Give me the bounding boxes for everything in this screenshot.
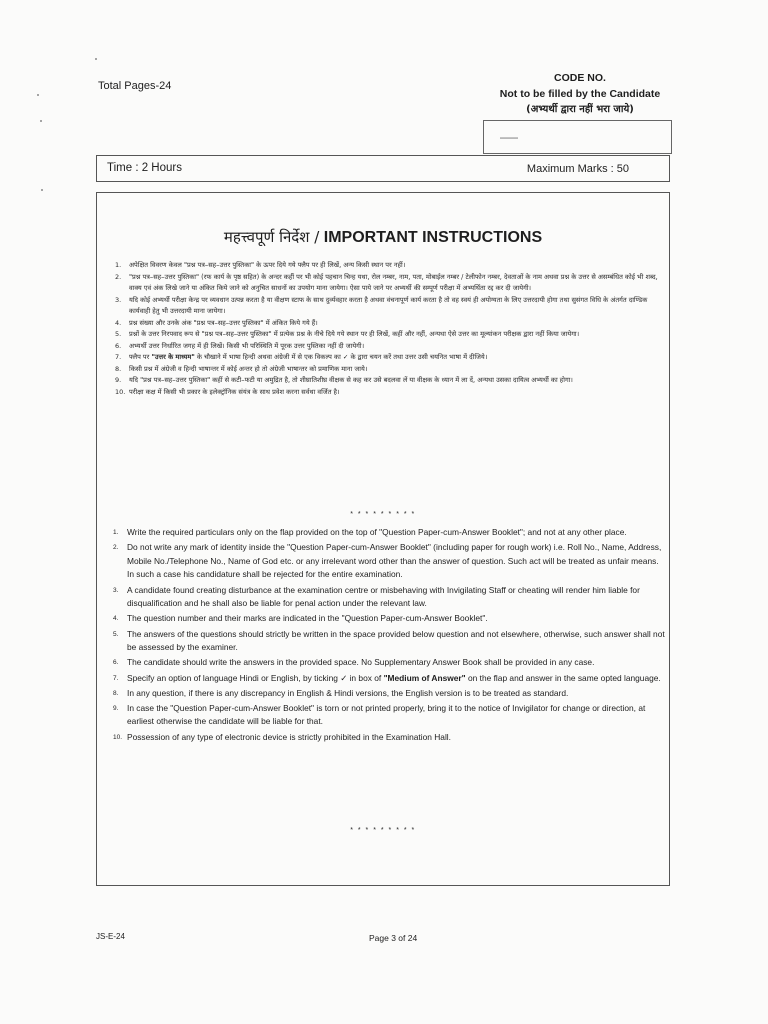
- total-pages: Total Pages-24: [98, 80, 172, 92]
- scan-speck: [40, 120, 42, 122]
- hindi-instruction-item: 3. यदि कोई अभ्यर्थी परीक्षा केन्द्र पर व्यवधान उत्पन्न करता है या वीक्षण स्टाफ के साथ दुर्व्यवहार करता है अथवा वंचनापूर्ण कार्य करता है तो वह स्वयं ही अयोग्यता के लिए उत्तरदायी होगा तथा सुसंगत विधि के अंतर्गत दाण्डिक कार्यवाही हेतु भी उत्तरदायी माना जायेगा।: [115, 295, 648, 315]
- english-instruction-item: 2. Do not write any mark of identity inside the "Question Paper-cum-Answer Booklet" (including paper for rough work) i.e. Roll No., Name, Address, Mobile No./Telephone No., Name of God etc. or any irrelevant word other than the answer of question. Such act will be treated as unfair means. In such a case his candidature shall be rejected for the entire examination.: [113, 542, 662, 580]
- english-instruction-item: 8. In any question, if there is any discrepancy in English & Hindi versions, the English version is to be treated as standard.: [113, 687, 569, 698]
- hindi-instruction-item: 7. फ्लैप पर "उत्तर के माध्यम" के चौखाने में भाषा हिन्दी अथवा अंग्रेजी में से एक विकल्प का ✓ के द्वारा चयन करें तथा उत्तर उसी चयनित भाषा में दीजिये।: [115, 353, 488, 361]
- english-instruction-item: 3. A candidate found creating disturbance at the examination centre or misbehaving with Invigilating Staff or cheating will render him liable for disqualification and he shall also be liable for penal action under the relevant law.: [113, 584, 640, 609]
- heading-hindi: महत्त्वपूर्ण निर्देश /: [223, 228, 320, 246]
- hindi-instruction-item: 4. प्रश्न संख्या और उनके अंक "प्रश्न पत्र–सह–उत्तर पुस्तिका" में अंकित किये गये हैं।: [115, 318, 318, 327]
- english-instruction-item: 9. In case the "Question Paper-cum-Answer Booklet" is torn or not printed properly, bring it to the notice of Invigilator for change or direction, at earliest otherwise the candidate will be liable for that.: [113, 702, 646, 727]
- hindi-instruction-item: 1. अपेक्षित विवरण केवल "प्रश्न पत्र–सह–उत्तर पुस्तिका" के ऊपर दिये गये फ्लैप पर ही लिखें, अन्य किसी स्थान पर नहीं।: [115, 261, 406, 269]
- instructions-box: [96, 192, 670, 886]
- instructions-heading: [97, 227, 669, 247]
- scan-speck: [95, 58, 97, 60]
- hindi-instruction-item: 2. "प्रश्न पत्र–सह–उत्तर पुस्तिका" (रफ कार्य के पृष्ठ सहित) के अन्दर कहीं पर भी कोई पहचान चिन्ह यथा, रोल नम्बर, नाम, पता, मोबाईल नम्बर / टेलीफोन नम्बर, देवताओं के नाम अथवा प्रश्न के उत्तर से असम्बंधित कोई भी शब्द, वाक्य एवं अंक लिखे जाने या अंकित किये जाने को अनुचित साधनों का उपयोग माना जायेगा। ऐसा पाये जाने पर अभ्यर्थी की सम्पूर्ण परीक्षा में अभ्यर्थिता रद्द कर दी जायेगी।: [115, 272, 658, 292]
- hindi-instruction-item: 5. प्रश्नों के उत्तर निरपवाद रूप से "प्रश्न पत्र–सह–उत्तर पुस्तिका" में प्रत्येक प्रश्न के नीचे दिये गये स्थान पर ही लिखें, कहीं और नहीं, अन्यथा ऐसे उत्तर का मूल्यांकन परीक्षक द्वारा नहीं किया जायेगा।: [115, 330, 580, 338]
- not-filled-label: Not to be filled by the Candidate: [499, 88, 661, 100]
- english-instructions-list: [113, 526, 666, 746]
- scan-speck: [41, 189, 43, 191]
- english-instruction-item: 7. Specify an option of language Hindi or English, by ticking ✓ in box of "Medium of Answer" on the flap and answer in the same opted language.: [113, 672, 661, 683]
- maximum-marks: Maximum Marks : 50: [526, 163, 629, 175]
- separator-stars-top: * * * * * * * * *: [350, 511, 416, 518]
- scan-speck: [37, 94, 39, 96]
- hindi-instruction-item: 6. अभ्यर्थी उत्तर निर्धारित जगह में ही लिखें। किसी भी परिस्थिति में पूरक उत्तर पुस्तिका नहीं दी जायेगी।: [115, 341, 365, 350]
- not-filled-hindi-label: (अभ्यर्थी द्वारा नहीं भरा जाये): [526, 104, 634, 115]
- english-instruction-item: 4. The question number and their marks are indicated in the "Question Paper-cum-Answer Booklet".: [113, 613, 488, 624]
- english-instruction-item: 6. The candidate should write the answers in the provided space. No Supplementary Answer Book shall be provided in any case.: [113, 657, 595, 668]
- footer-page-number: Page 3 of 24: [369, 933, 418, 943]
- hindi-instruction-item: 10. परीक्षा कक्ष में किसी भी प्रकार के इलेक्ट्रॉनिक संयंत्र के साथ प्रवेश करना सर्वथा वर्जित है।: [115, 387, 340, 396]
- hindi-instructions-list: [115, 260, 663, 398]
- separator-stars-bottom: * * * * * * * * *: [350, 827, 416, 834]
- english-instruction-item: 5. The answers of the questions should strictly be written in the space provided below question and not elsewhere, otherwise, such answer shall not be assessed by the examiner.: [113, 628, 665, 653]
- code-no-label: CODE NO.: [554, 72, 606, 84]
- code-number-box: [483, 120, 672, 154]
- english-instruction-item: 1. Write the required particulars only on the flap provided on the top of "Question Paper-cum-Answer Booklet"; and not at any other place.: [113, 527, 627, 537]
- time-marks-row: [96, 155, 670, 182]
- code-number-block: [480, 70, 680, 118]
- footer-code: JS-E-24: [96, 932, 125, 941]
- heading-english: IMPORTANT INSTRUCTIONS: [323, 229, 543, 246]
- hindi-instruction-item: 9. यदि "प्रश्न पत्र–सह–उत्तर पुस्तिका" कहीं से कटी–फटी या अमुद्रित है, तो शीघ्रातिशीघ्र वीक्षक से कह कर उसे बदलवा लें या वीक्षक के ध्यान में ला दें, अन्यथा उसका दायित्व अभ्यर्थी का होगा।: [115, 376, 573, 384]
- hindi-instruction-item: 8. किसी प्रश्न में अंग्रेजी व हिन्दी भाषान्तर में कोई अन्तर हो तो अंग्रेजी भाषान्तर को प्रमाणिक माना जाये।: [115, 364, 368, 373]
- english-instruction-item: 10. Possession of any type of electronic device is strictly prohibited in the Examination Hall.: [113, 731, 451, 742]
- time-duration: Time : 2 Hours: [107, 162, 182, 174]
- code-box-faint-mark: ▬▬▬: [500, 135, 518, 141]
